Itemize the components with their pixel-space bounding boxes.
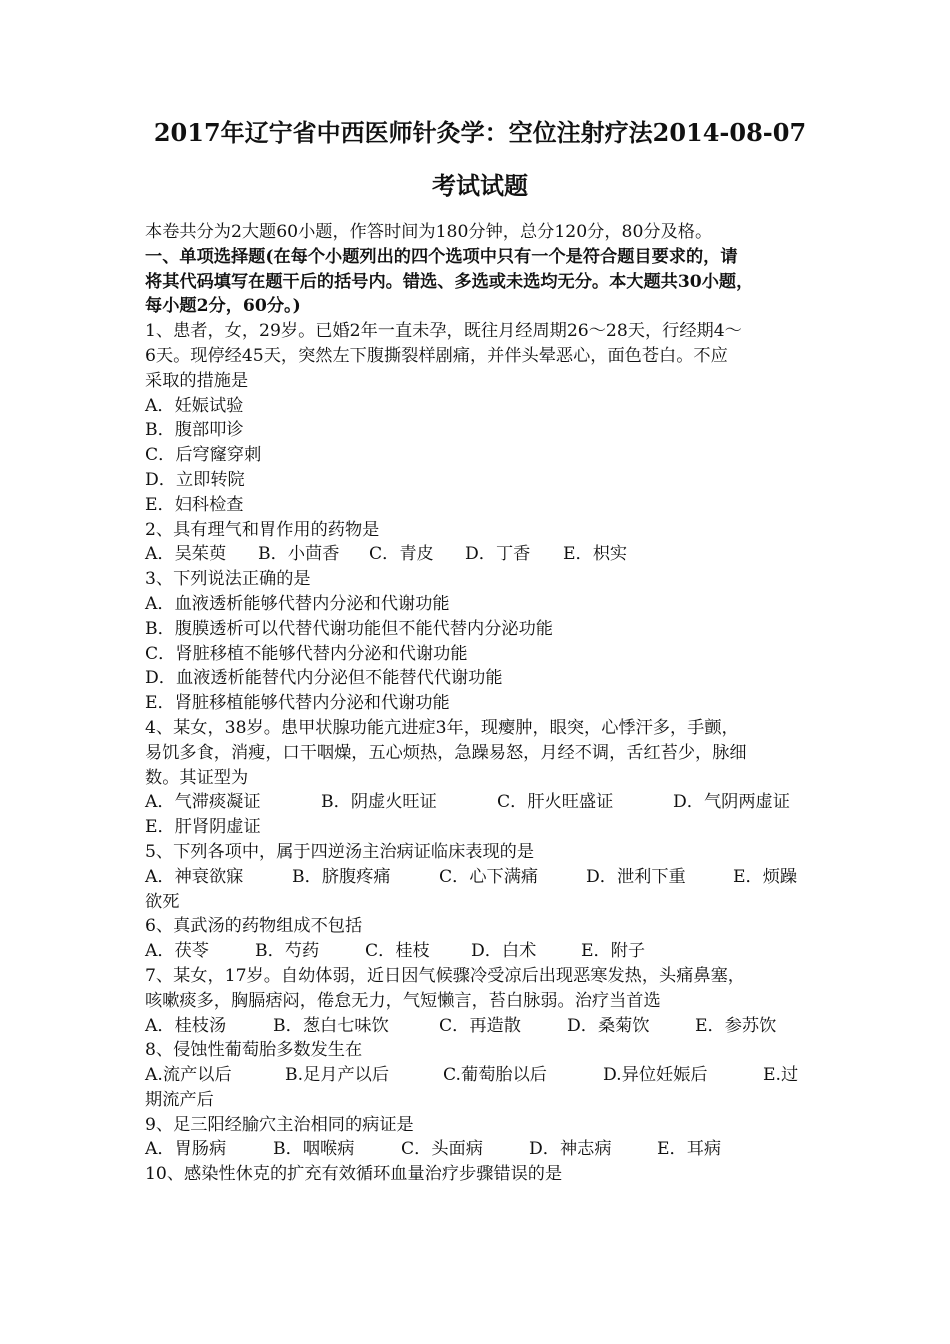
- question-option: C．肾脏移植不能够代替内分泌和代谢功能: [145, 643, 468, 664]
- option-row: [145, 1014, 810, 1039]
- section-heading: 一、单项选择题(在每个小题列出的四个选项中只有一个是符合题目要求的，请: [145, 246, 738, 267]
- question-option: C．后穹窿穿刺: [145, 445, 262, 466]
- question-option: D.异位妊娠后: [603, 1065, 708, 1086]
- question-option: C．青皮: [369, 544, 434, 565]
- option-row: [145, 790, 810, 815]
- question-stem: 2、具有理气和胃作用的药物是: [145, 519, 380, 540]
- question-option: A．神衰欲寐: [145, 866, 244, 887]
- question-stem: 7、某女，17岁。自幼体弱，近日因气候骤冷受凉后出现恶寒发热，头痛鼻塞，: [145, 965, 745, 986]
- question-option: C．肝火旺盛证: [497, 792, 614, 813]
- question-option: E．参苏饮: [695, 1015, 777, 1036]
- option-row: [145, 939, 810, 964]
- question-option: A．气滞痰凝证: [145, 792, 261, 813]
- question-stem: 4、某女，38岁。患甲状腺功能亢进症3年，现瘿肿，眼突，心悸汗多，手颤，: [145, 717, 739, 738]
- question-option: A．桂枝汤: [145, 1015, 227, 1036]
- question-option: D．桑菊饮: [567, 1015, 650, 1036]
- question-option: B．葱白七味饮: [273, 1015, 389, 1036]
- question-option: B．腹部叩诊: [145, 420, 244, 441]
- question-option: A.流产以后: [145, 1065, 232, 1086]
- question-stem: 采取的措施是: [145, 370, 249, 391]
- question-stem: 易饥多食，消瘦，口干咽燥，五心烦热，急躁易怒，月经不调，舌红苔少，脉细: [145, 742, 747, 763]
- intro-text: 本卷共分为2大题60小题，作答时间为180分钟，总分120分，80分及格。: [145, 222, 713, 242]
- question-stem: 9、足三阳经腧穴主治相同的病证是: [145, 1114, 414, 1135]
- question-stem: 3、下列说法正确的是: [145, 569, 311, 590]
- question-option: B．小茴香: [258, 544, 340, 565]
- question-option: A．吴茱萸: [145, 544, 227, 565]
- question-option: E．肾脏移植能够代替内分泌和代谢功能: [145, 693, 450, 714]
- option-row: [145, 1137, 810, 1162]
- question-option: E．枳实: [563, 544, 628, 565]
- option-row: [145, 1063, 810, 1088]
- question-option: C.葡萄胎以后: [443, 1065, 547, 1086]
- question-option: D．气阴两虚证: [673, 792, 790, 813]
- question-option: E．附子: [581, 941, 646, 962]
- question-stem: 5、下列各项中，属于四逆汤主治病证临床表现的是: [145, 841, 535, 862]
- document-body: [145, 220, 810, 1187]
- question-option: 欲死: [145, 891, 180, 912]
- question-stem: 1、患者，女，29岁。已婚2年一直未孕，既往月经周期26～28天，行经期4～: [145, 321, 742, 342]
- question-option: 期流产后: [145, 1089, 214, 1110]
- section-heading: 将其代码填写在题干后的括号内。错选、多选或未选均无分。本大题共30小题，: [145, 271, 754, 292]
- option-row: [145, 542, 810, 567]
- question-stem: 6天。现停经45天，突然左下腹撕裂样剧痛，并伴头晕恶心，面色苍白。不应: [145, 345, 728, 366]
- question-option: E．烦躁: [733, 866, 798, 887]
- question-option: B．阴虚火旺证: [321, 792, 437, 813]
- question-stem: 8、侵蚀性葡萄胎多数发生在: [145, 1040, 363, 1061]
- question-stem: 6、真武汤的药物组成不包括: [145, 916, 363, 937]
- option-row: [145, 865, 810, 890]
- question-option: D．丁香: [465, 544, 531, 565]
- title-line-1: 2017年辽宁省中西医师针灸学：空位注射疗法2014-08-07: [153, 118, 807, 147]
- question-option: B．芍药: [255, 941, 320, 962]
- question-stem: 10、感染性休克的扩充有效循环血量治疗步骤错误的是: [145, 1164, 563, 1185]
- question-option: E．妇科检查: [145, 494, 244, 515]
- question-option: D．血液透析能替代内分泌但不能替代代谢功能: [145, 668, 503, 689]
- title-line-2: 考试试题: [432, 171, 528, 200]
- question-option: E．耳病: [657, 1139, 722, 1160]
- question-option: A．妊娠试验: [145, 395, 244, 416]
- question-option: A．血液透析能够代替内分泌和代谢功能: [145, 593, 450, 614]
- question-option: C．桂枝: [365, 941, 430, 962]
- question-option: B.足月产以后: [285, 1065, 390, 1086]
- question-option: D．泄利下重: [586, 866, 686, 887]
- question-option: C．再造散: [439, 1015, 521, 1036]
- question-option: E.过: [763, 1065, 799, 1086]
- question-option: D．立即转院: [145, 469, 245, 490]
- question-option: C．心下满痛: [439, 866, 539, 887]
- question-option: E．肝肾阴虚证: [145, 817, 261, 838]
- question-option: D．神志病: [529, 1139, 612, 1160]
- question-stem: 数。其证型为: [145, 767, 249, 788]
- question-option: B．腹膜透析可以代替代谢功能但不能代替内分泌功能: [145, 618, 553, 639]
- question-option: A．茯苓: [145, 941, 209, 962]
- question-option: B．脐腹疼痛: [292, 866, 391, 887]
- question-option: B．咽喉病: [273, 1139, 355, 1160]
- question-option: C．头面病: [401, 1139, 483, 1160]
- question-option: A．胃肠病: [145, 1139, 227, 1160]
- section-heading: 每小题2分，60分。): [145, 296, 301, 317]
- question-stem: 咳嗽痰多，胸膈痞闷，倦怠无力，气短懒言，苔白脉弱。治疗当首选: [145, 990, 661, 1011]
- question-option: D．白术: [471, 941, 537, 962]
